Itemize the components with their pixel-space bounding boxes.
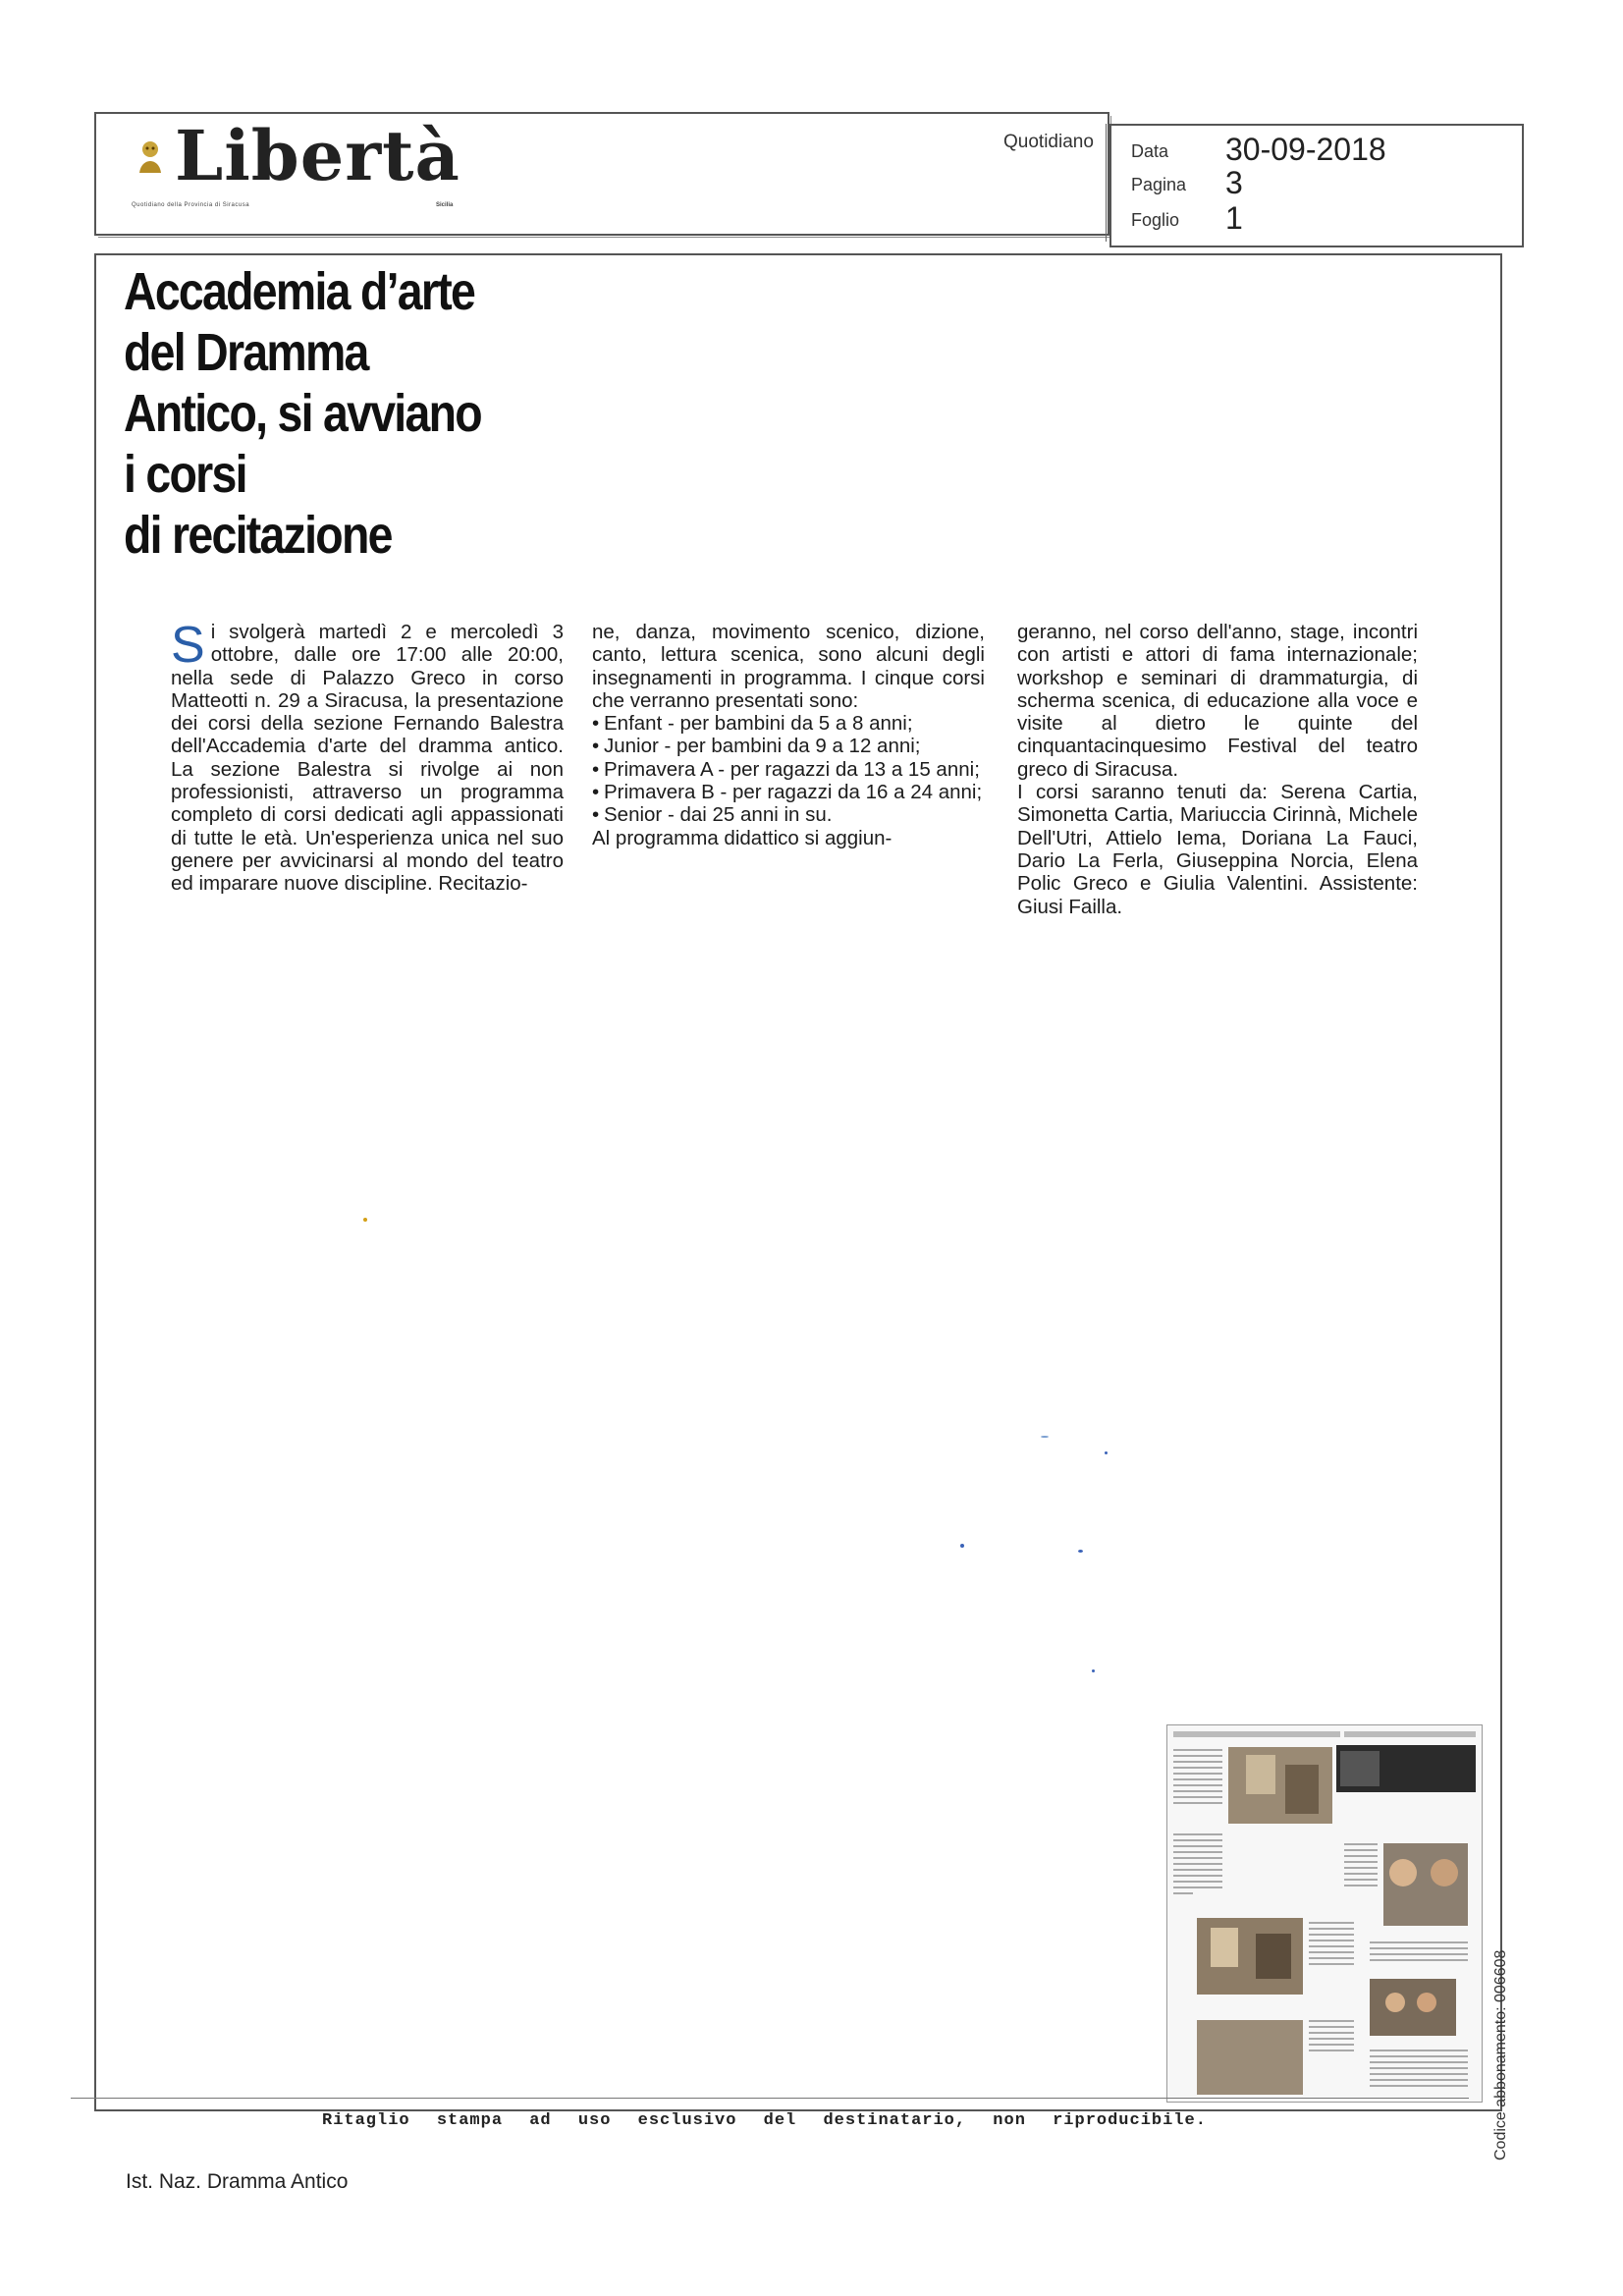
masthead-logo: Libertà bbox=[175, 115, 460, 196]
scan-speck bbox=[363, 1218, 367, 1222]
scan-speck bbox=[1078, 1550, 1083, 1553]
course-item: • Primavera A - per ragazzi da 13 a 15 anni; bbox=[592, 758, 985, 781]
headline-line: di recitazione bbox=[124, 506, 392, 565]
column-1-text: i svolgerà martedì 2 e mercoledì 3 ottobre, dalle ore 17:00 alle 20:00, nella sede di Palazzo Greco in corso Matteotti n. 29 a Siracusa, la presentazione dei corsi della sezione Fernando Balestra dell'Accademia d'arte del dramma antico. La sezione Balestra si rivolge ai non professionisti, attraverso un programma completo di corsi dedicati agli appassionati di tutte le età. Un'esperienza unica nel suo genere per avvicinarsi al mondo del teatro ed imparare nuove discipline. Recitazio- bbox=[171, 621, 564, 896]
masthead-box bbox=[94, 112, 1109, 236]
article-box bbox=[94, 253, 1502, 2111]
scan-speck bbox=[1092, 1669, 1095, 1672]
column-1-paragraph bbox=[171, 617, 564, 896]
meta-page-row bbox=[1131, 165, 1514, 198]
scan-speck bbox=[960, 1544, 964, 1548]
course-item: • Junior - per bambini da 9 a 12 anni; bbox=[592, 735, 985, 757]
page-label: Pagina bbox=[1131, 175, 1187, 194]
article-headline bbox=[124, 261, 563, 566]
column-3-paragraph-1: geranno, nel corso dell'anno, stage, incontri con artisti e attori di fama internazionale; workshop e seminari di drammaturgia, di scherma scenica, di educazione alla voce e visite al dietro le quinte del cinquantacinquesimo Festival del teatro greco di Siracusa. bbox=[1017, 621, 1418, 781]
thumbnail-graphic bbox=[1167, 1725, 1482, 2102]
scan-speck bbox=[1105, 1451, 1108, 1454]
meta-box bbox=[1109, 124, 1524, 247]
column-2-outro: Al programma didattico si aggiun- bbox=[592, 826, 893, 849]
scan-speck bbox=[1041, 1436, 1049, 1438]
headline-line: Accademia d’arte bbox=[124, 262, 475, 321]
headline-line: Antico, si avviano bbox=[124, 384, 481, 443]
column-2-intro: ne, danza, movimento scenico, dizione, canto, lettura scenica, sono alcuni degli insegnamenti in programma. I cinque corsi che verranno presentati sono: bbox=[592, 621, 985, 712]
course-item: • Primavera B - per ragazzi da 16 a 24 anni; bbox=[592, 781, 985, 803]
footer-disclaimer: Ritaglio stampa ad uso esclusivo del destinatario, non riproducibile. bbox=[322, 2111, 1207, 2130]
masthead-emblem-icon bbox=[135, 139, 165, 173]
institution-name: Ist. Naz. Dramma Antico bbox=[126, 2170, 349, 2193]
date-label: Data bbox=[1131, 141, 1169, 161]
footer-box bbox=[69, 2100, 1492, 2137]
headline-line: del Dramma bbox=[124, 323, 368, 382]
sheet-value: 1 bbox=[1225, 200, 1243, 236]
masthead-subtitle: Quotidiano della Provincia di Siracusa bbox=[132, 202, 250, 208]
date-value: 30-09-2018 bbox=[1225, 132, 1386, 167]
masthead-region: Sicilia bbox=[436, 202, 454, 208]
article-column-3 bbox=[1017, 621, 1418, 918]
meta-sheet-row bbox=[1131, 200, 1514, 234]
page-thumbnail bbox=[1166, 1724, 1483, 2103]
meta-date-row bbox=[1131, 132, 1514, 165]
article-column-2 bbox=[592, 621, 985, 849]
sheet-label: Foglio bbox=[1131, 210, 1180, 230]
column-3-paragraph-2: I corsi saranno tenuti da: Serena Cartia, Simonetta Cartia, Mariuccia Cirinnà, Michele Dell'Utri, Attielo Iema, Doriana La Fauci, Dario La Ferla, Giuseppina Norcia, Elena Polic Greco e Giulia Valentini. Assistente: Giusi Failla. bbox=[1017, 781, 1418, 918]
course-item: • Enfant - per bambini da 5 a 8 anni; bbox=[592, 712, 985, 735]
page-value: 3 bbox=[1225, 165, 1243, 200]
subscription-code: Codice abbonamento: 006608 bbox=[1492, 1949, 1509, 2160]
course-list bbox=[592, 712, 985, 826]
publication-type: Quotidiano bbox=[1003, 132, 1094, 152]
course-item: • Senior - dai 25 anni in su. bbox=[592, 803, 985, 826]
article-column-1 bbox=[171, 617, 564, 896]
dropcap: S bbox=[171, 617, 205, 674]
headline-line: i corsi bbox=[124, 445, 246, 504]
